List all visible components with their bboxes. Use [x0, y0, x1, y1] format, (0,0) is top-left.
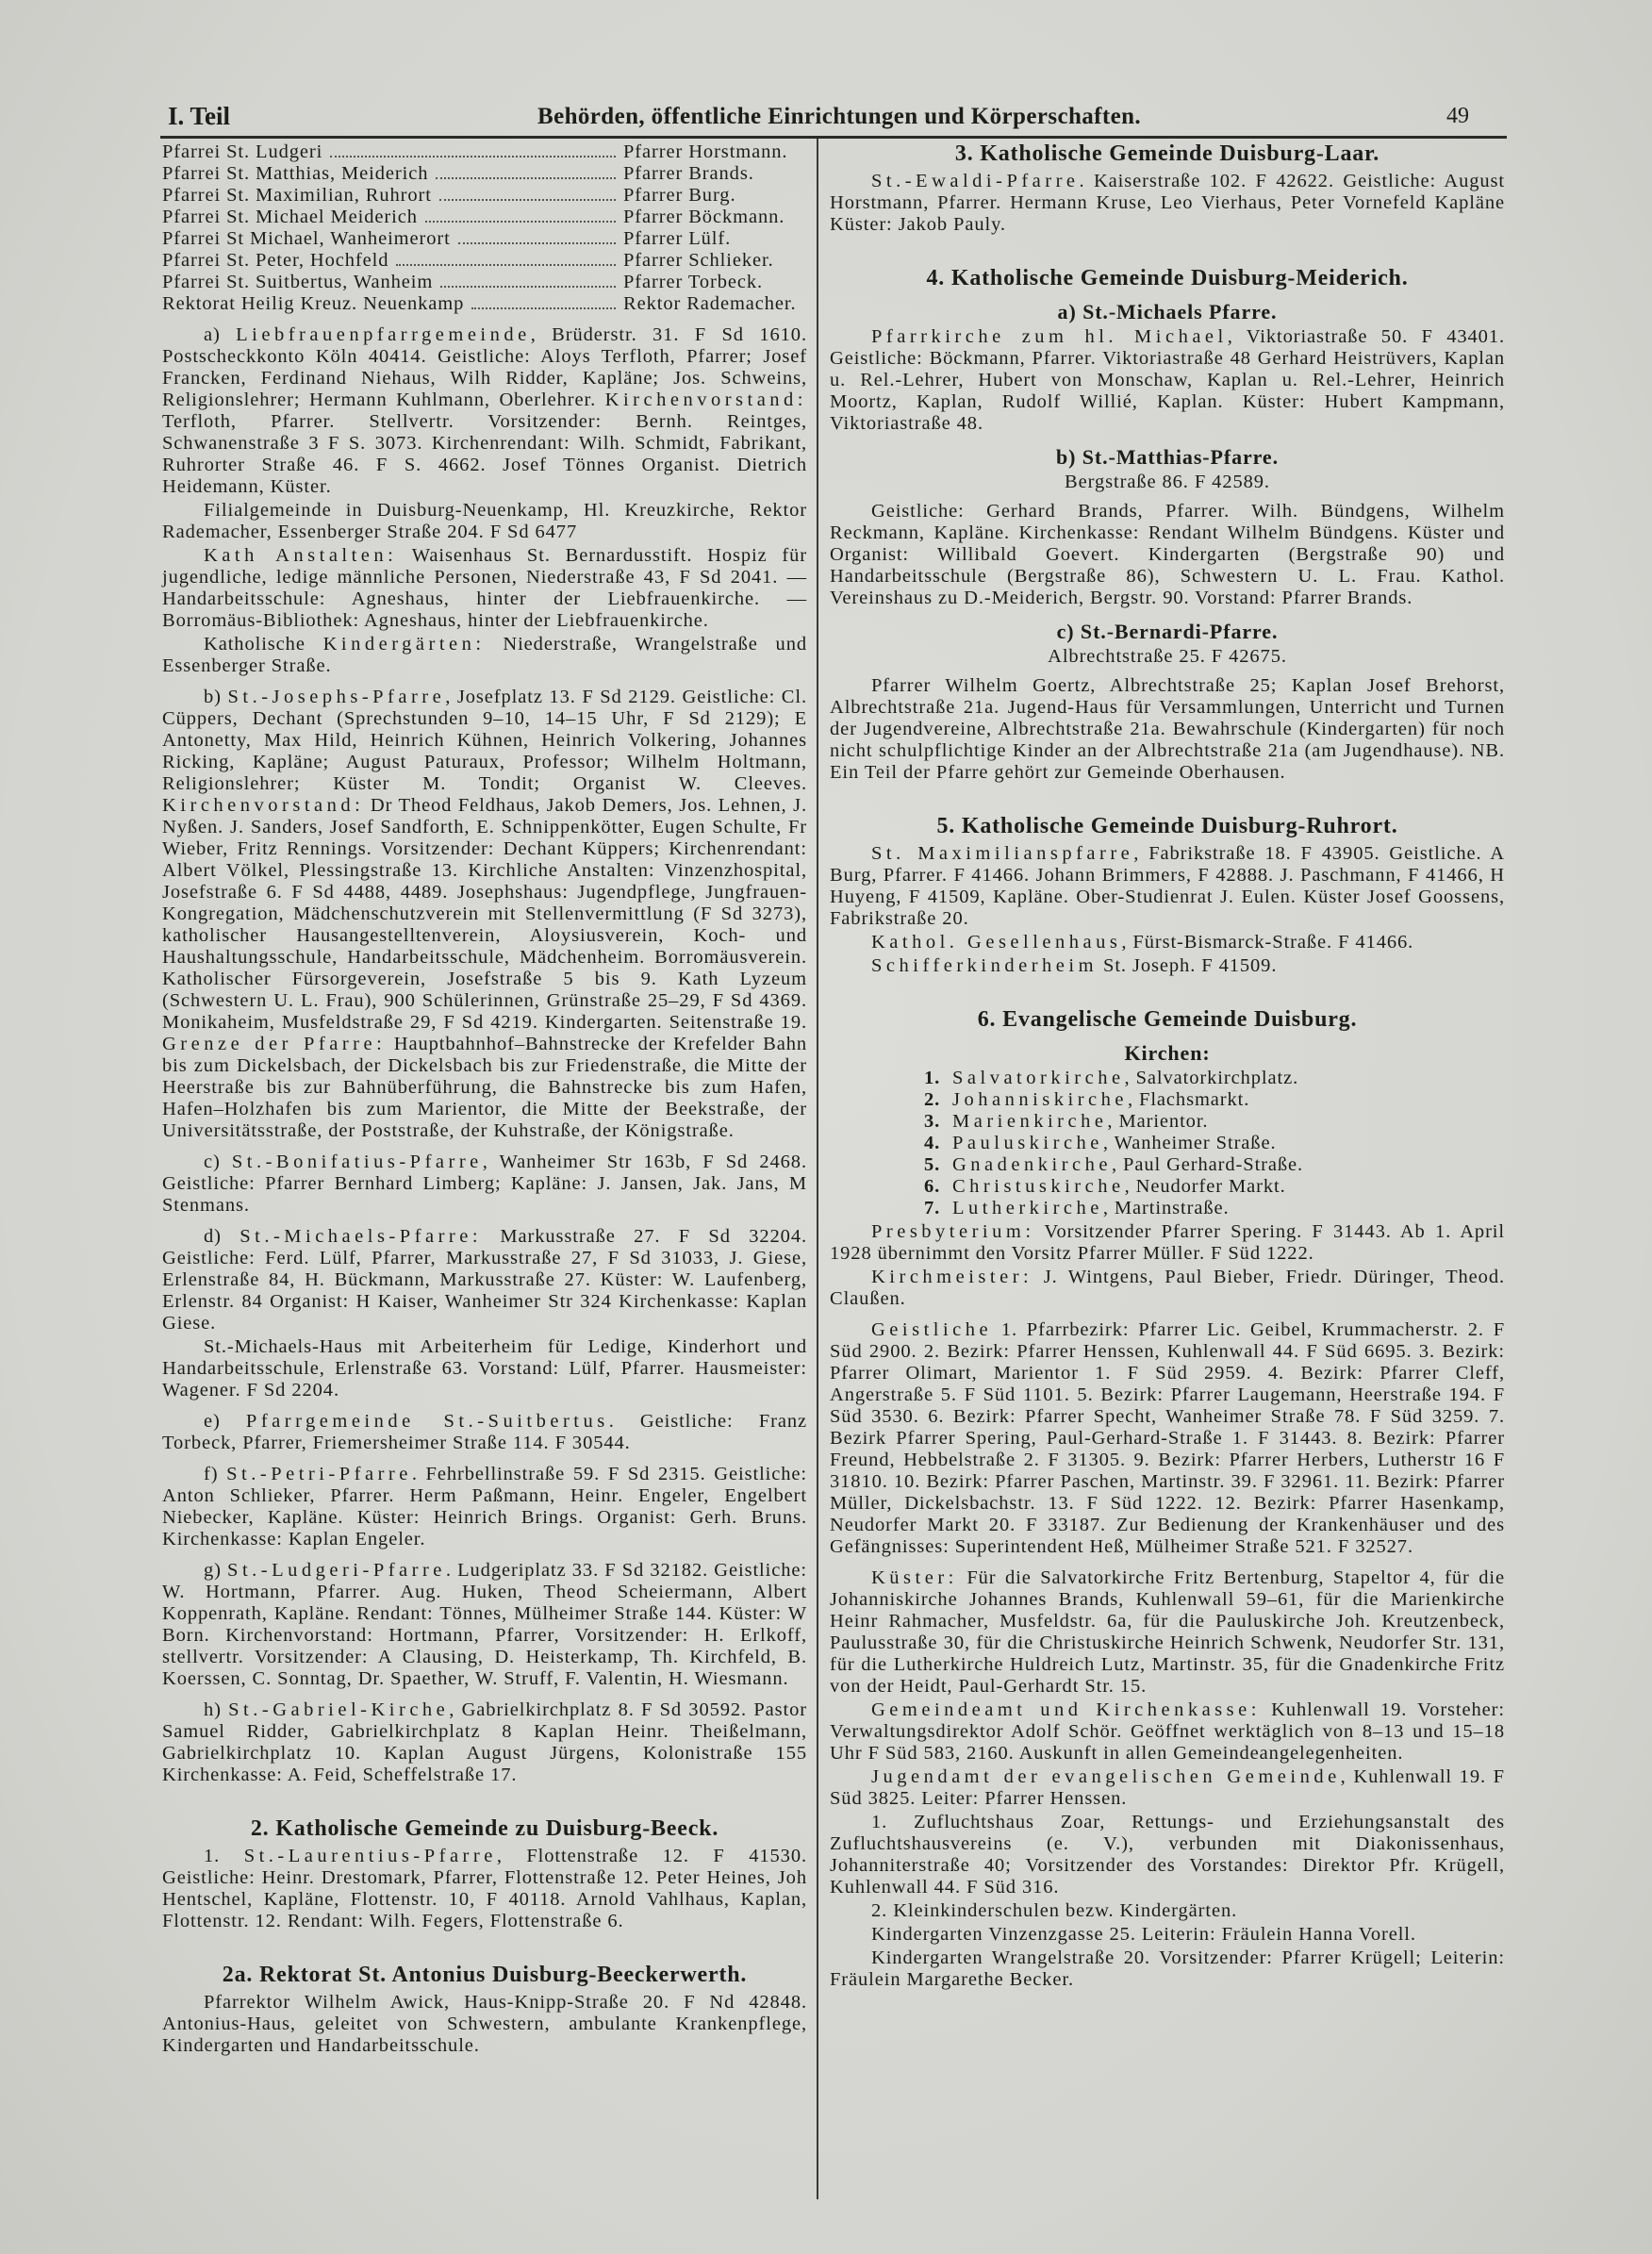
spaced-term: Pfarrkirche zum hl. Michael [871, 326, 1228, 347]
spaced-term: St. Maximilianspfarre [871, 843, 1134, 864]
section-heading: 3. Katholische Gemeinde Duisburg-Laar. [954, 141, 1380, 166]
parish-name: Pfarrei St. Michael Meiderich [162, 207, 418, 227]
spaced-term: St.-Michaels-Pfarre: [240, 1226, 483, 1247]
subsection-heading: Kirchen: [1124, 1041, 1211, 1065]
text-run: , Josefplatz 13. F Sd 2129. Geistliche: Cl. Cüppers, Dechant (Sprechstunden 9–10, 14–15 Uhr, F Sd 2129); E Antonetty, Max Hild, Heinrich Kühnen, Heinrich Volkering, Johannes Ricking, Kapläne; August Paturaux, Professor; Wilhelm Holtmann, Religionslehrer; Küster M. Tondit; Organist W. Cleeves. [162, 687, 807, 794]
paragraph [162, 634, 807, 677]
paragraph [162, 1846, 807, 1932]
listing-row [162, 293, 807, 315]
subsection-heading: a) St.-Michaels Pfarre. [1057, 300, 1278, 323]
leader-dots [440, 286, 616, 288]
text-run: b) [204, 687, 228, 707]
page-number: 49 [1446, 104, 1469, 128]
part-label: I. Teil [168, 102, 231, 130]
left-blocks [162, 324, 807, 2057]
church-number: 4. [924, 1133, 941, 1153]
spaced-term: Gemeindeamt und Kirchenkasse: [871, 1699, 1261, 1720]
text-run: e) [204, 1411, 246, 1432]
text-run: 1. Zufluchtshaus Zoar, Rettungs- und Erziehungsanstalt des Zufluchtshausvereins (e. V.), verbunden mit Diakonissenhaus, Johanniterstraße 40; Vorsitzender des Vorstandes: Direktor Pfr. Krügell, Kuhlenwall 44. F Süd 316. [830, 1812, 1505, 1898]
spaced-term: St.-Ewaldi-Pfarre [871, 171, 1080, 191]
text-run: St.-Michaels-Haus mit Arbeiterheim für Ledige, Kinderhort und Handarbeitsschule, Erlenstraße 63. Vorstand: Lülf, Pfarrer. Hausmeister: Wagener. F Sd 2204. [162, 1336, 807, 1400]
church-name: Pauluskirche [952, 1133, 1103, 1153]
church-item [924, 1111, 1505, 1133]
parish-name: Rektorat Heilig Kreuz. Neuenkamp [162, 293, 465, 314]
leader-dots [458, 242, 616, 244]
text-run: Dr Theod Feldhaus, Jakob Demers, Jos. Lehnen, J. Nyßen. J. Sanders, Josef Sandforth, E. Schnippenkötter, Eugen Schulte, Fr Wieber, Fritz Rennings. Vorsitzender: Dechant Küppers; Kirchenrendant: Albert Völkel, Plessingstraße 13. Kirchliche Anstalten: Vinzenzhospital, Josefstraße 6. F Sd 4488, 4489. Josephshaus: Jugendpflege, Jungfrauen-Kongregation, Mädchenschutzverein mit Stellenvermittlung (F Sd 3273), katholischer Hausangestelltenverein, Aloysiusverein, Koch- und Haushaltungsschule, Handarbeitsschule, Mädchenheim. Borromäusverein. Katholischer Fürsorgeverein, Josefstraße 5 bis 9. Kath Lyzeum (Schwestern U. L. Frau), 900 Schülerinnen, Grünstraße 25–29, F Sd 4369. Monikaheim, Musfeldstraße 29, F Sd 4219. Kindergarten. Seitenstraße 19. [162, 795, 807, 1033]
listing-row [162, 272, 807, 293]
text-run: d) [204, 1226, 240, 1247]
pastor-name: Pfarrer Böckmann. [623, 207, 785, 227]
leader-dots [425, 221, 616, 223]
pastor-name: Pfarrer Lülf. [623, 228, 732, 249]
spaced-term: Pfarrgemeinde St.-Suitbertus [245, 1411, 609, 1432]
text-run: , Fabrikstraße 18. F 43905. Geistliche. A Burg, Pfarrer. F 41466. Johann Brimmers, F 42888. J. Paschmann, F 41466, H Huyeng, F 41509, Kapläne. Ober-Studienrat J. Eulen. Küster Josef Goossens, Fabrikstraße 20. [830, 843, 1506, 929]
text-run: J. Wintgens, Paul Bieber, Friedr. Düringer, Theod. Claußen. [830, 1267, 1505, 1309]
church-number: 6. [924, 1176, 941, 1197]
paragraph [162, 1411, 807, 1454]
text-run: Kindergarten Vinzenzgasse 25. Leiterin: Fräulein Hanna Vorell. [871, 1924, 1416, 1945]
pastor-name: Pfarrer Burg. [623, 185, 736, 206]
parish-name: Pfarrei St. Suitbertus, Wanheim [162, 272, 434, 292]
text-run: Kindergarten Wrangelstraße 20. Vorsitzender: Pfarrer Krügell; Leiterin: Fräulein Margarethe Becker. [830, 1947, 1505, 1990]
text-run: Vorsitzender Pfarrer Spering. F 31443. Ab 1. April 1928 übernimmt den Vorsitz Pfarrer Müller. F Süd 1222. [830, 1221, 1505, 1264]
spaced-term: Presbyterium: [871, 1221, 1035, 1242]
paragraph [830, 1267, 1505, 1310]
parish-name: Pfarrei St. Ludgeri [162, 141, 323, 162]
text-run: Hauptbahnhof–Bahnstrecke der Krefelder Bahn bis zum Dickelsbach, der Dickelsbach bis zur Friedenstraße, die Mitte der Heerstraße bis zur Bahnüberführung, die Bahnstrecke bis zum Hafen, Hafen–Holzhafen bis zum Marientor, die Mitte der Beekstraße, der Universitätsstraße, der Poststraße, der Kuhstraße, der Königstraße. [162, 1034, 807, 1141]
section-heading: 5. Katholische Gemeinde Duisburg-Ruhrort. [936, 814, 1398, 838]
spaced-term: Schifferkinderheim [871, 955, 1099, 976]
subsection-heading: c) St.-Bernardi-Pfarre. [1056, 620, 1279, 643]
text-run: , Flottenstraße 12. F 41530. Geistliche: Heinr. Drestomark, Pfarrer, Flottenstraße 12. Peter Heines, Joh Hentschel, Kapläne, Flottenstr. 10, F 40118. Arnold Vahlhaus, Kaplan, Flottenstr. 12. Rendant: Wilh. Fegers, Flottenstraße 6. [162, 1846, 807, 1931]
paragraph [830, 675, 1505, 784]
parish-name: Pfarrei St. Matthias, Meiderich [162, 163, 429, 184]
paragraph [830, 501, 1505, 609]
church-location: , Martinstraße. [1102, 1198, 1230, 1218]
leader-dots [330, 156, 616, 157]
text-run: g) [204, 1560, 228, 1581]
parish-name: Pfarrei St. Maximilian, Ruhrort [162, 185, 432, 206]
text-run: . Geistliche: Franz Torbeck, Pfarrer, Friemersheimer Straße 114. F 30544. [162, 1411, 807, 1453]
header-rule [160, 136, 1507, 139]
church-number: 7. [924, 1198, 941, 1218]
section-heading: 2a. Rektorat St. Antonius Duisburg-Beeckerwerth. [222, 1963, 748, 1987]
text-run: Kuhlenwall 19. Vorsteher: Verwaltungsdirektor Adolf Schör. Geöffnet werktäglich von 8–13 und 15–18 Uhr F Süd 583, 2160. Auskunft in allen Gemeindeangelegenheiten. [830, 1699, 1505, 1764]
text-run: 2. Kleinkinderschulen bezw. Kindergärten. [871, 1900, 1238, 1921]
pastor-name: Rektor Rademacher. [623, 293, 797, 314]
listing-row [162, 207, 807, 228]
section-heading: 6. Evangelische Gemeinde Duisburg. [977, 1007, 1358, 1032]
text-run: 1. [204, 1846, 244, 1866]
church-location: , Marientor. [1107, 1111, 1209, 1132]
church-name: Marienkirche [952, 1111, 1108, 1132]
church-number: 3. [924, 1111, 941, 1132]
text-run: Pfarrer Wilhelm Goertz, Albrechtstraße 25; Kaplan Josef Brehorst, Albrechtstraße 21a. Jugend-Haus für Versammlungen, Unterricht und Turnen der Jugendvereine, Albrechtstraße 21a. Bewahrschule (Kindergarten) für noch nicht schulpflichtige Kinder an der Albrechtstraße 21a (am Jugendhause). NB. Ein Teil der Pfarre gehört zur Gemeinde Oberhausen. [830, 675, 1505, 783]
parish-listing [162, 141, 807, 315]
paragraph [830, 1221, 1505, 1265]
spaced-term: Kirchmeister: [871, 1267, 1033, 1287]
church-name: Salvatorkirche [952, 1068, 1125, 1088]
paragraph [830, 1947, 1505, 1991]
text-run: Katholische [204, 634, 323, 655]
paragraph [162, 1226, 807, 1334]
text-run: , Brüderstr. 31. F Sd 1610. Postscheckkonto Köln 40414. Geistliche: Aloys Terfloth, Pfarrer; Josef Francken, Ferdinand Niehaus, Wilh Ridder, Kapläne; Jos. Schweins, Religionslehrer; Hermann Kuhlmann, Oberlehrer. [162, 324, 807, 410]
church-location: , Neudorfer Markt. [1124, 1176, 1286, 1197]
paragraph [162, 1152, 807, 1217]
pastor-name: Pfarrer Torbeck. [623, 272, 764, 292]
spaced-term: St.-Josephs-Pfarre [227, 687, 446, 707]
paragraph [830, 1900, 1505, 1922]
church-name: Gnadenkirche [952, 1154, 1112, 1175]
text-run: , Gabrielkirchplatz 8. F Sd 30592. Pastor Samuel Ridder, Gabrielkirchplatz 8 Kaplan Heinr. Theißelmann, Gabrielkirchplatz 10. Kaplan August Jürgens, Kolonistraße 155 Kirchenkasse: A. Feid, Scheffelstraße 17. [162, 1699, 807, 1785]
text-run: Niederstraße, Wrangelstraße und Essenberger Straße. [162, 634, 807, 676]
church-item [924, 1133, 1505, 1154]
church-item [924, 1154, 1505, 1176]
paragraph [830, 1812, 1505, 1898]
church-name: Christuskirche [952, 1176, 1125, 1197]
church-number: 1. [924, 1068, 941, 1088]
paragraph [830, 1699, 1505, 1765]
spaced-term: St.-Laurentius-Pfarre [243, 1846, 497, 1866]
text-run: a) [204, 324, 237, 345]
spaced-term: Kirchenvorstand: [162, 795, 365, 816]
paragraph [162, 324, 807, 498]
address-line: Bergstraße 86. F 42589. [1065, 472, 1270, 492]
paragraph [830, 843, 1505, 930]
church-item [924, 1089, 1505, 1111]
church-item [924, 1176, 1505, 1198]
text-run: f) [204, 1464, 227, 1484]
text-run: . Fehrbellinstraße 59. F Sd 2315. Geistliche: Anton Schlieker, Pfarrer. Herm Paßmann, Heinr. Engeler, Engelbert Niebecker, Kapläne. Küster: Heinrich Brings. Organist: Gerh. Bruns. Kirchenkasse: Kaplan Engeler. [162, 1464, 807, 1550]
spaced-term: Kath Anstalten: [204, 545, 398, 566]
paragraph [162, 1699, 807, 1786]
paragraph [162, 500, 807, 543]
paragraph [830, 1567, 1505, 1698]
spaced-term: Kathol. Gesellenhaus [871, 932, 1122, 953]
running-header [160, 102, 1507, 134]
paragraph [162, 1336, 807, 1401]
spaced-term: St.-Gabriel-Kirche [228, 1699, 450, 1720]
church-location: , Flachsmarkt. [1127, 1089, 1250, 1110]
spaced-term: St.-Ludgeri-Pfarre [227, 1560, 446, 1581]
right-column [830, 141, 1505, 1991]
text-run: Terfloth, Pfarrer. Stellvertr. Vorsitzender: Bernh. Reintges, Schwanenstraße 3 F S. 3073. Kirchenrendant: Wilh. Schmidt, Fabrikant, Ruhrorter Straße 46. F S. 4662. Josef Tönnes Organist. Dietrich Heidemann, Küster. [162, 411, 807, 497]
pastor-name: Pfarrer Schlieker. [623, 250, 774, 271]
text-run: , Fürst-Bismarck-Straße. F 41466. [1121, 932, 1414, 953]
listing-row [162, 185, 807, 207]
listing-row [162, 141, 807, 163]
text-run: , Wanheimer Str 163b, F Sd 2468. Geistliche: Pfarrer Bernhard Limberg; Kapläne: J. Jansen, Jak. Jans, M Stenmans. [162, 1152, 807, 1216]
address-line: Albrechtstraße 25. F 42675. [1048, 646, 1287, 667]
spaced-term: Liebfrauenpfarrgemeinde [236, 324, 531, 345]
section-heading: 2. Katholische Gemeinde zu Duisburg-Beeck. [250, 1816, 719, 1841]
listing-row [162, 163, 807, 185]
column-divider [817, 139, 818, 2199]
spaced-term: Geistliche [871, 1319, 993, 1340]
paragraph [162, 545, 807, 632]
section-heading: 4. Katholische Gemeinde Duisburg-Meiderich. [926, 266, 1409, 290]
text-run: St. Joseph. F 41509. [1098, 955, 1278, 976]
paragraph [830, 171, 1505, 236]
paragraph [162, 1464, 807, 1550]
leader-dots [396, 264, 616, 266]
leader-dots [439, 199, 616, 201]
paragraph [162, 1992, 807, 2057]
parish-name: Pfarrei St. Peter, Hochfeld [162, 250, 389, 271]
spaced-term: Küster: [871, 1567, 958, 1588]
spaced-term: Kindergärten: [322, 634, 486, 655]
paragraph [830, 1319, 1505, 1558]
subsection-heading: b) St.-Matthias-Pfarre. [1056, 445, 1279, 469]
church-location: , Wanheimer Straße. [1102, 1133, 1277, 1153]
left-column [162, 141, 807, 2057]
text-run: Pfarrektor Wilhelm Awick, Haus-Knipp-Straße 20. F Nd 42848. Antonius-Haus, geleitet von Schwestern, ambulante Krankenpflege, Kindergarten und Handarbeitsschule. [162, 1992, 807, 2056]
text-run: h) [204, 1699, 229, 1720]
paragraph [830, 326, 1505, 435]
church-number: 2. [924, 1089, 941, 1110]
text-run: . Ludgeriplatz 33. F Sd 32182. Geistliche: W. Hortmann, Pfarrer. Aug. Huken, Theod Scheiermann, Albert Koppenrath, Kapläne. Rendant: Tönnes, Mülheimer Straße 144. Küster: W Born. Kirchenvorstand: Hortmann, Pfarrer, Vorsitzender: H. Erlkoff, stellvertr. Vorsitzender: A Clausing, D. Heisterkamp, Th. Kirchfeld, B. Koerssen, C. Sonntag, Dr. Spaether, W. Struff, F. Valentin, H. Wiesmann. [162, 1560, 807, 1689]
paragraph [830, 932, 1505, 953]
church-name: Lutherkirche [952, 1198, 1103, 1218]
text-run: Für die Salvatorkirche Fritz Bertenburg, Stapeltor 4, für die Johanniskirche Johannes Brands, Kuhlenwall 59–61, für die Marienkirche Heinr Rahmacher, Musfeldstr. 6a, für die Pauluskirche Joh. Kreutzenbeck, Paulusstraße 30, für die Christuskirche Heinrich Schwenk, Neudorfer Str. 131, für die Lutherkirche Huldreich Lutz, Martinstr. 35, für die Gnadenkirche Fritz von der Heidt, Paul-Gerhardt Str. 15. [830, 1567, 1505, 1697]
paragraph [830, 1766, 1505, 1810]
church-location: , Salvatorkirchplatz. [1124, 1068, 1299, 1088]
text-run: Waisenhaus St. Bernardusstift. Hospiz für jugendliche, ledige männliche Personen, Niederstraße 43, F Sd 2041. — Handarbeitsschule: Agneshaus, hinter der Liebfrauenkirche. — Borromäus-Bibliothek: Agneshaus, hinter der Liebfrauenkirche. [162, 545, 807, 631]
pastor-name: Pfarrer Horstmann. [623, 141, 788, 162]
church-list [830, 1068, 1505, 1219]
text-run: Markusstraße 27. F Sd 32204. Geistliche: Ferd. Lülf, Pfarrer, Markusstraße 27, F Sd 31033, J. Giese, Erlenstraße 84, H. Bückmann, Markusstraße 27. Küster: W. Laufenberg, Erlenstr. 84 Organist: H Kaiser, Wanheimer Str 324 Kirchenkasse: Kaplan Giese. [162, 1226, 808, 1334]
paragraph [830, 955, 1505, 977]
paragraph [162, 1560, 807, 1690]
spaced-term: Grenze der Pfarre: [162, 1034, 387, 1054]
parish-name: Pfarrei St Michael, Wanheimerort [162, 228, 451, 249]
text-run: c) [204, 1152, 232, 1172]
church-item [924, 1068, 1505, 1089]
text-run: Filialgemeinde in Duisburg-Neuenkamp, Hl. Kreuzkirche, Rektor Rademacher, Essenberger Straße 204. F Sd 6477 [162, 500, 807, 542]
church-name: Johanniskirche [952, 1089, 1128, 1110]
church-number: 5. [924, 1154, 941, 1175]
text-run: , Kuhlenwall 19. F Süd 3825. Leiter: Pfarrer Henssen. [830, 1766, 1505, 1809]
text-run: Geistliche: Gerhard Brands, Pfarrer. Wilh. Bündgens, Wilhelm Reckmann, Kapläne. Kirchenkasse: Rendant Wilhelm Bündgens. Küster und Organist: Willibald Goevert. Kindergarten (Bergstraße 90) und Handarbeitsschule (Bergstraße 86), Schwestern U. L. Frau. Kathol. Vereinshaus zu D.-Meiderich, Bergstr. 90. Vorstand: Pfarrer Brands. [830, 501, 1505, 608]
spaced-term: St.-Bonifatius-Pfarre [231, 1152, 483, 1172]
listing-row [162, 228, 807, 250]
leader-dots [436, 177, 616, 179]
right-blocks [830, 143, 1505, 1991]
spaced-term: Jugendamt der evangelischen Gemeinde [871, 1766, 1341, 1787]
spaced-term: Kirchenvorstand: [604, 389, 807, 410]
paragraph [830, 1924, 1505, 1946]
text-run: . Kaiserstraße 102. F 42622. Geistliche: August Horstmann, Pfarrer. Hermann Kruse, Leo Vierhaus, Peter Vornefeld Kapläne Küster: Jakob Pauly. [830, 171, 1505, 235]
text-run: , Viktoriastraße 50. F 43401. Geistliche: Böckmann, Pfarrer. Viktoriastraße 48 Gerhard Heistrüvers, Kaplan u. Rel.-Lehrer, Hubert von Monschaw, Kaplan u. Rel.-Lehrer, Heinrich Moortz, Kaplan, Rudolf Willié, Kaplan. Küster: Hubert Kampmann, Viktoriastraße 48. [830, 326, 1505, 434]
header-title: Behörden, öffentliche Einrichtungen und Körperschaften. [537, 104, 1142, 129]
pastor-name: Pfarrer Brands. [623, 163, 754, 184]
text-run: 1. Pfarrbezirk: Pfarrer Lic. Geibel, Krummacherstr. 2. F Süd 2900. 2. Bezirk: Pfarrer Henssen, Kuhlenwall 44. F Süd 6695. 3. Bezirk: Pfarrer Olimart, Marientor 1. F Süd 2959. 4. Bezirk: Pfarrer Cleff, Angerstraße 5. F Süd 1101. 5. Bezirk: Pfarrer Laugemann, Heerstraße 194. F Süd 3530. 6. Bezirk: Pfarrer Specht, Wanheimer Straße 78. F Süd 3259. 7. Bezirk Pfarrer Spering, Paul-Gerhard-Straße 1. F 31443. 8. Bezirk: Pfarrer Freund, Hebbelstraße 2. F 31305. 9. Bezirk: Pfarrer Herbers, Lutherstr 16 F 31810. 10. Bezirk: Pfarrer Paschen, Martinstr. 39. F 32961. 11. Bezirk: Pfarrer Müller, Dickelsbachstr. 13. F Süd 1222. 12. Bezirk: Pfarrer Hasenkamp, Neudorfer Markt 20. F 33187. Zur Bedienung der Krankenhäuser und des Gefängnisses: Superintendent Heß, Mülheimer Straße 521. F 32527. [830, 1319, 1505, 1557]
listing-row [162, 250, 807, 272]
paragraph [162, 687, 807, 1142]
church-item [924, 1198, 1505, 1219]
church-location: , Paul Gerhard-Straße. [1111, 1154, 1304, 1175]
spaced-term: St.-Petri-Pfarre [226, 1464, 412, 1484]
leader-dots [471, 307, 616, 309]
